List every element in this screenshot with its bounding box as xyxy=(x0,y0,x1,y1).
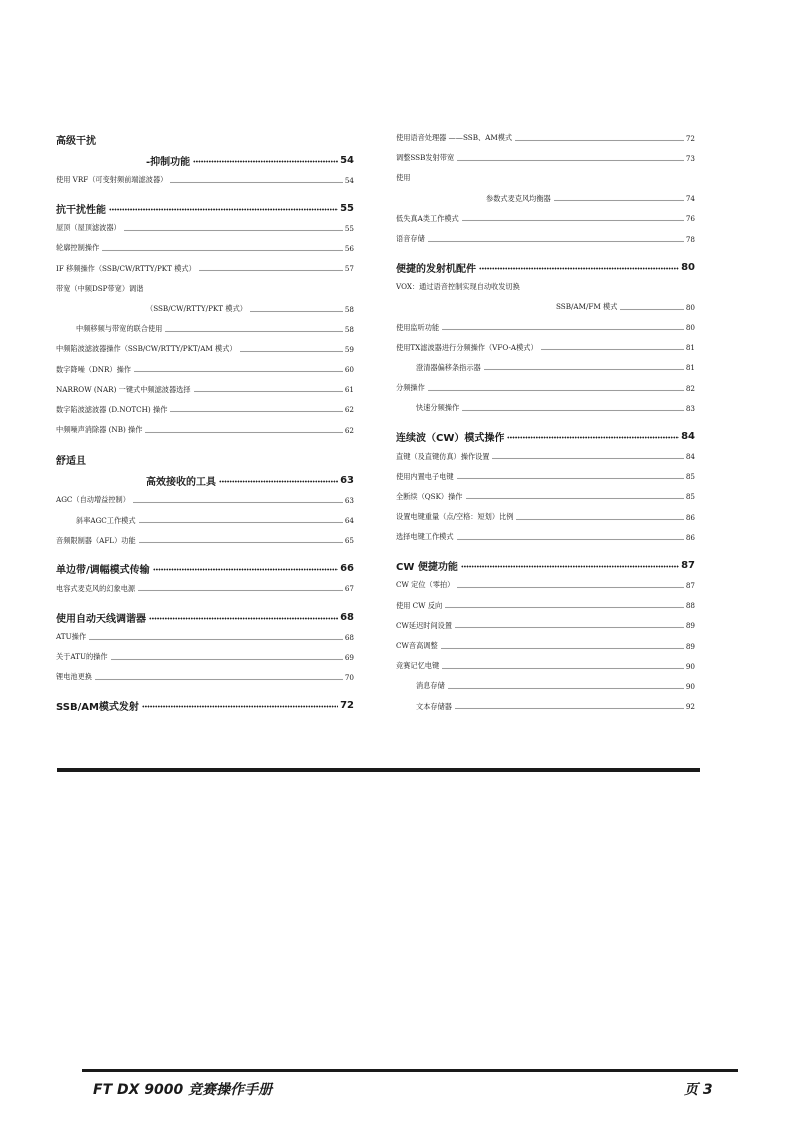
toc-entry-title: 关于ATU的操作 xyxy=(56,652,108,662)
toc-page-number: 89 xyxy=(685,621,695,631)
toc-entry-title: SSB/AM/FM 模式 xyxy=(556,302,618,312)
toc-entry-title: 高效接收的工具 xyxy=(146,476,216,488)
toc-page-number: 63 xyxy=(344,495,354,505)
toc-entry-title: 使用TX滤波器进行分频操作（VFO-A模式） xyxy=(396,342,538,352)
toc-page-number: 80 xyxy=(681,261,695,273)
toc-entry-title: CW 定位（零拍） xyxy=(396,580,455,590)
toc-page-number: 88 xyxy=(685,601,695,611)
dot-leader xyxy=(455,626,684,629)
dot-leader xyxy=(145,431,342,434)
toc-page-number: 54 xyxy=(344,175,354,185)
toc-page-number: 63 xyxy=(340,474,354,486)
toc-heading[interactable] xyxy=(56,198,354,218)
toc-page-number: 56 xyxy=(344,243,354,253)
toc-page-number: 66 xyxy=(340,563,354,575)
toc-entry[interactable] xyxy=(56,579,354,599)
footer-rule xyxy=(82,1069,738,1072)
toc-heading-line: 舒适且 xyxy=(56,455,86,467)
toc-entry[interactable] xyxy=(396,318,695,338)
toc-entry[interactable] xyxy=(56,218,354,238)
toc-heading[interactable] xyxy=(396,555,695,575)
toc-entry[interactable] xyxy=(396,676,695,696)
toc-page-number: 70 xyxy=(344,672,354,682)
dot-leader xyxy=(89,638,343,641)
dot-leader xyxy=(479,267,679,270)
toc-entry[interactable] xyxy=(396,229,695,249)
dot-leader xyxy=(165,330,343,333)
toc-heading[interactable] xyxy=(56,150,354,170)
toc-entry-title: 中频陷波滤波器操作（SSB/CW/RTTY/PKT/AM 模式） xyxy=(56,344,237,354)
toc-page-number: 74 xyxy=(685,194,695,204)
dot-leader xyxy=(457,477,684,480)
toc-entry-title: 电容式麦克风的幻象电源 xyxy=(56,583,136,593)
dot-leader xyxy=(441,647,684,650)
dot-leader xyxy=(484,368,684,371)
toc-entry[interactable] xyxy=(56,238,354,258)
toc-entry-title: 分频操作 xyxy=(396,383,425,393)
toc-page-number: 61 xyxy=(344,385,354,395)
dot-leader xyxy=(149,617,338,620)
toc-entry-title: 中频噪声消除器 (NB) 操作 xyxy=(56,425,143,435)
dot-leader xyxy=(492,457,683,460)
toc-entry[interactable] xyxy=(56,380,354,400)
toc-entry[interactable] xyxy=(396,209,695,229)
toc-entry-title: IF 移频操作（SSB/CW/RTTY/PKT 模式） xyxy=(56,263,196,273)
toc-heading[interactable] xyxy=(396,426,695,446)
dot-leader xyxy=(240,350,343,353)
toc-page-number: 69 xyxy=(344,652,354,662)
dot-leader xyxy=(457,159,684,162)
toc-entry-title: SSB/AM模式发射 xyxy=(56,702,139,714)
toc-heading[interactable] xyxy=(56,559,354,579)
toc-heading[interactable] xyxy=(56,696,354,716)
dot-leader xyxy=(442,667,684,670)
toc-page-number: 80 xyxy=(685,302,695,312)
toc-heading[interactable] xyxy=(396,257,695,277)
toc-entry-title: CW音高调整 xyxy=(396,641,438,651)
toc-page-number: 87 xyxy=(685,580,695,590)
toc-entry[interactable] xyxy=(396,527,695,547)
toc-page-number: 72 xyxy=(685,133,695,143)
toc-heading[interactable] xyxy=(56,470,354,490)
toc-entry[interactable] xyxy=(56,319,354,339)
toc-page-number: 84 xyxy=(681,430,695,442)
dot-leader xyxy=(95,678,343,681)
toc-entry[interactable] xyxy=(56,531,354,551)
toc-entry[interactable] xyxy=(396,596,695,616)
toc-page-number: 65 xyxy=(344,536,354,546)
toc-entry-title: 直键（及直键仿真）操作设置 xyxy=(396,451,490,461)
toc-entry[interactable] xyxy=(56,647,354,667)
toc-entry[interactable] xyxy=(56,400,354,420)
toc-left-column xyxy=(56,128,354,716)
toc-entry[interactable] xyxy=(56,170,354,190)
toc-entry[interactable] xyxy=(396,467,695,487)
toc-entry-title: CW延迟时间设置 xyxy=(396,620,453,630)
dot-leader xyxy=(124,229,343,232)
toc-entry-title: 连续波（CW）模式操作 xyxy=(396,432,505,444)
dot-leader xyxy=(515,139,684,142)
dot-leader xyxy=(153,568,338,571)
toc-page-number: 78 xyxy=(685,234,695,244)
dot-leader xyxy=(170,181,343,184)
toc-page-number: 83 xyxy=(685,403,695,413)
toc-entry-title: 全断续（QSK）操作 xyxy=(396,491,463,501)
toc-page-number: 81 xyxy=(685,343,695,353)
dot-leader xyxy=(620,308,683,311)
toc-entry[interactable] xyxy=(396,697,695,717)
toc-entry[interactable] xyxy=(56,299,354,319)
toc-entry[interactable] xyxy=(396,189,695,209)
dot-leader xyxy=(541,348,684,351)
dot-leader xyxy=(445,606,684,609)
toc-entry-title: 使用自动天线调谐器 xyxy=(56,613,146,625)
toc-page-number: 55 xyxy=(340,202,354,214)
toc-entry-line: 使用 xyxy=(396,173,411,183)
toc-entry[interactable] xyxy=(56,667,354,687)
dot-leader xyxy=(462,219,684,222)
dot-leader xyxy=(219,480,338,483)
dot-leader xyxy=(455,707,684,710)
toc-entry[interactable] xyxy=(56,360,354,380)
dot-leader xyxy=(111,658,343,661)
toc-entry-title: 轮廓控制操作 xyxy=(56,243,100,253)
toc-entry-title: ATU操作 xyxy=(56,632,87,642)
toc-entry[interactable] xyxy=(396,507,695,527)
toc-entry-title: 低失真A类工作模式 xyxy=(396,213,459,223)
dot-leader xyxy=(448,687,684,690)
toc-entry[interactable] xyxy=(396,656,695,676)
toc-entry-title: 使用内置电子电键 xyxy=(396,471,454,481)
toc-entry[interactable] xyxy=(396,148,695,168)
toc-page-number: 73 xyxy=(685,153,695,163)
toc-page-number: 90 xyxy=(685,661,695,671)
toc-page-number: 68 xyxy=(340,611,354,623)
toc-entry-title: CW 便捷功能 xyxy=(396,561,458,573)
toc-page-number: 58 xyxy=(344,304,354,314)
toc-entry[interactable] xyxy=(396,398,695,418)
toc-entry-title: 消息存储 xyxy=(416,681,445,691)
dot-leader xyxy=(142,705,338,708)
toc-page-number: 86 xyxy=(685,532,695,542)
toc-entry-title: 语音存储 xyxy=(396,234,425,244)
toc-heading-line: 高级干扰 xyxy=(56,135,96,147)
toc-page-number: 64 xyxy=(344,516,354,526)
toc-entry[interactable] xyxy=(56,420,354,440)
footer-manual-title: FT DX 9000 竞赛操作手册 xyxy=(93,1082,273,1098)
dot-leader xyxy=(139,541,343,544)
dot-leader xyxy=(138,589,343,592)
toc-entry-title: -抑制功能 xyxy=(146,156,191,168)
toc-page-number: 87 xyxy=(681,559,695,571)
dot-leader xyxy=(250,310,343,313)
toc-entry[interactable] xyxy=(56,490,354,510)
toc-entry-title: 使用语音处理器 ——SSB、AM模式 xyxy=(396,133,513,143)
toc-entry[interactable] xyxy=(396,616,695,636)
toc-page-number: 68 xyxy=(344,632,354,642)
toc-page-number: 58 xyxy=(344,324,354,334)
dot-leader xyxy=(102,249,343,252)
toc-page-number: 92 xyxy=(685,702,695,712)
toc-page-number: 55 xyxy=(344,223,354,233)
dot-leader xyxy=(516,518,683,521)
toc-entry-title: 使用 VRF（可变射频前端滤波器） xyxy=(56,175,168,185)
dot-leader xyxy=(170,410,342,413)
toc-page-number: 89 xyxy=(685,641,695,651)
toc-entry-title: 调整SSB发射带宽 xyxy=(396,153,455,163)
dot-leader xyxy=(554,199,684,202)
dot-leader xyxy=(428,240,684,243)
toc-entry-title: 选择电键工作模式 xyxy=(396,532,454,542)
toc-entry-title: 音频限制器（AFL）功能 xyxy=(56,535,136,545)
dot-leader xyxy=(462,409,684,412)
toc-page-number: 82 xyxy=(685,383,695,393)
dot-leader xyxy=(507,436,679,439)
toc-page-number: 67 xyxy=(344,584,354,594)
dot-leader xyxy=(457,538,684,541)
toc-page-number: 85 xyxy=(685,492,695,502)
dot-leader xyxy=(199,269,343,272)
dot-leader xyxy=(466,497,684,500)
toc-page-number: 81 xyxy=(685,363,695,373)
toc-page-number: 62 xyxy=(344,425,354,435)
toc-page-number: 57 xyxy=(344,264,354,274)
toc-entry-title: 锂电池更换 xyxy=(56,672,92,682)
toc-entry[interactable] xyxy=(56,627,354,647)
toc-page-number: 72 xyxy=(340,700,354,712)
toc-entry-title: 抗干扰性能 xyxy=(56,204,106,216)
dot-leader xyxy=(194,390,343,393)
toc-entry-title: 使用监听功能 xyxy=(396,322,440,332)
toc-entry-title: 快速分频操作 xyxy=(416,403,460,413)
toc-page-number: 85 xyxy=(685,472,695,482)
toc-entry-title: 中频移频与带宽的联合使用 xyxy=(76,324,163,334)
toc-page-number: 76 xyxy=(685,214,695,224)
toc-page-number: 90 xyxy=(685,681,695,691)
toc-entry[interactable] xyxy=(396,358,695,378)
toc-entry[interactable] xyxy=(396,575,695,595)
toc-entry-title: 设置电键重量（点/空格：短划）比例 xyxy=(396,512,514,522)
toc-page-number: 60 xyxy=(344,365,354,375)
toc-entry[interactable] xyxy=(396,446,695,466)
toc-entry[interactable] xyxy=(56,339,354,359)
toc-entry-title: 便捷的发射机配件 xyxy=(396,263,476,275)
toc-page-number: 80 xyxy=(685,323,695,333)
toc-entry-title: 数字陷波滤波器 (D.NOTCH) 操作 xyxy=(56,404,168,414)
dot-leader xyxy=(457,586,684,589)
toc-heading[interactable] xyxy=(56,607,354,627)
toc-page-number: 54 xyxy=(340,154,354,166)
toc-entry-title: 使用 CW 反向 xyxy=(396,600,443,610)
dot-leader xyxy=(139,521,343,524)
toc-page-number: 86 xyxy=(685,512,695,522)
dot-leader xyxy=(109,208,338,211)
toc-entry-line: VOX：通过语音控制实现自动收发切换 xyxy=(396,282,520,292)
toc-entry[interactable] xyxy=(396,487,695,507)
dot-leader xyxy=(428,389,684,392)
toc-entry[interactable] xyxy=(396,636,695,656)
toc-entry[interactable] xyxy=(396,128,695,148)
toc-entry-title: 参数式麦克风均衡器 xyxy=(486,193,551,203)
dot-leader xyxy=(461,565,679,568)
toc-right-column xyxy=(396,128,695,717)
toc-entry-title: 文本存储器 xyxy=(416,701,452,711)
dot-leader xyxy=(134,370,343,373)
footer-page-number: 页 3 xyxy=(684,1082,713,1098)
toc-entry-title: 数字降噪（DNR）操作 xyxy=(56,364,131,374)
toc-page-number: 62 xyxy=(344,405,354,415)
toc-entry[interactable] xyxy=(396,297,695,317)
toc-entry-title: （SSB/CW/RTTY/PKT 模式） xyxy=(146,304,247,314)
section-divider xyxy=(57,768,700,772)
dot-leader xyxy=(133,501,343,504)
toc-entry[interactable] xyxy=(56,259,354,279)
toc-entry-line: 带宽（中频DSP带宽）调谐 xyxy=(56,283,144,293)
toc-entry-title: 斜率AGC工作模式 xyxy=(76,515,136,525)
dot-leader xyxy=(193,160,338,163)
toc-entry-title: 澄清器偏移条指示器 xyxy=(416,362,481,372)
toc-page-number: 84 xyxy=(685,452,695,462)
toc-entry-title: NARROW (NAR) 一键式中频滤波器选择 xyxy=(56,384,191,394)
toc-entry[interactable] xyxy=(396,378,695,398)
toc-page-number: 59 xyxy=(344,344,354,354)
toc-entry[interactable] xyxy=(56,510,354,530)
toc-entry-title: 屋顶（屋顶滤波器） xyxy=(56,223,121,233)
toc-entry-title: 竞赛记忆电键 xyxy=(396,661,440,671)
toc-entry-title: AGC（自动增益控制） xyxy=(56,495,130,505)
toc-entry-title: 单边带/调幅模式传输 xyxy=(56,565,150,577)
toc-entry[interactable] xyxy=(396,338,695,358)
dot-leader xyxy=(442,328,684,331)
